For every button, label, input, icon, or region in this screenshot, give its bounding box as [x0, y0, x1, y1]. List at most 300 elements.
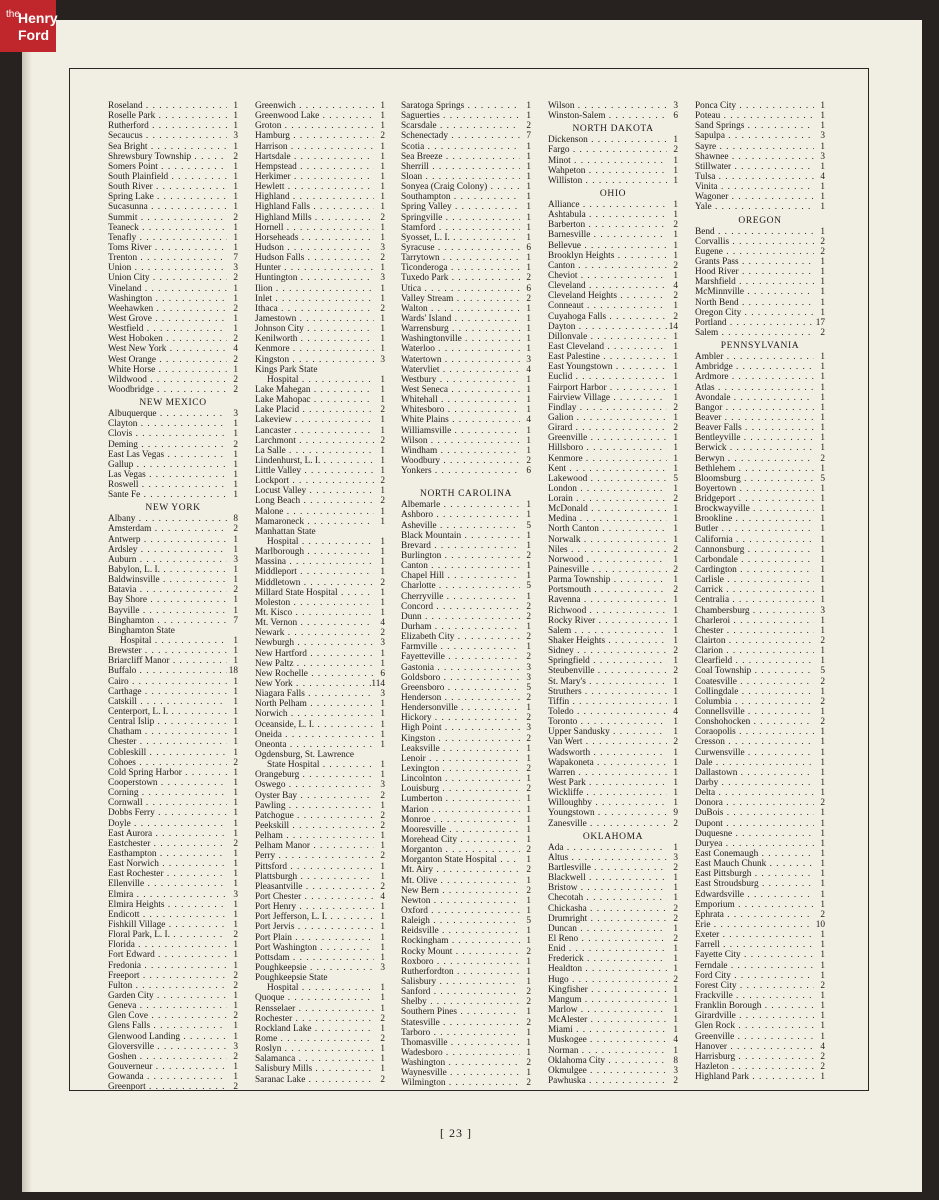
list-item: [108, 450, 238, 460]
list-item: [401, 825, 531, 835]
list-item: [255, 466, 385, 476]
dealer-count: 1: [820, 625, 825, 636]
dealer-count: 1: [380, 395, 385, 406]
city-name: Niagara Falls . . .: [255, 689, 374, 699]
dealer-count: 1: [380, 384, 385, 395]
city-name: Ardsley . . .: [108, 545, 227, 555]
list-item: [255, 557, 385, 567]
list-item: [548, 565, 678, 575]
city-name: Farrell . . .: [695, 940, 814, 950]
list-item: [548, 748, 678, 758]
city-name: Waterloo . . .: [401, 344, 520, 354]
city-name: Salisbury Mills . . .: [255, 1064, 374, 1074]
list-item: [108, 1062, 238, 1072]
dealer-count: 1: [526, 344, 531, 355]
list-item: [401, 436, 531, 446]
city-name: Lake Mahegan . . .: [255, 385, 374, 395]
dealer-count: 1: [673, 453, 678, 464]
city-name: Cleveland Heights . . .: [548, 291, 667, 301]
city-name: Mt. Olive . . .: [401, 876, 520, 886]
city-name: Perry . . .: [255, 851, 374, 861]
city-name: Findlay . . .: [548, 403, 667, 413]
city-name: Rocky Mount . . .: [401, 947, 520, 957]
city-name: East Rochester . . .: [108, 869, 227, 879]
city-name: Wagoner . . .: [695, 192, 814, 202]
list-item: [401, 500, 531, 510]
dealer-count: 2: [233, 1082, 238, 1093]
list-item: [695, 950, 825, 960]
list-item: [255, 963, 385, 973]
city-name: Avondale . . .: [695, 393, 814, 403]
dealer-count: 1: [673, 767, 678, 778]
dealer-count: 1: [526, 1068, 531, 1079]
dealer-count: 1: [380, 232, 385, 243]
list-item: [548, 863, 678, 873]
list-item: [401, 284, 531, 294]
city-name: Salem . . .: [548, 626, 667, 636]
list-item: [401, 182, 531, 192]
city-name: Lincolnton . . .: [401, 774, 520, 784]
dealer-count: 2: [380, 131, 385, 142]
list-item: [255, 395, 385, 405]
dealer-count: 2: [233, 970, 238, 981]
city-name: Roselle Park . . .: [108, 111, 227, 121]
dealer-count: 2: [526, 121, 531, 132]
city-name: West Hoboken . . .: [108, 334, 227, 344]
list-item: [548, 798, 678, 808]
list-item: [108, 284, 238, 294]
dealer-count: 1: [233, 544, 238, 555]
list-item: [108, 788, 238, 798]
listing-column-5: [695, 101, 825, 1082]
list-item: [695, 1072, 825, 1082]
list-item: [108, 869, 238, 879]
list-item: [695, 595, 825, 605]
city-name: Cooperstown . . .: [108, 778, 227, 788]
list-item: [255, 689, 385, 699]
city-name: Highland Park . . .: [695, 1072, 814, 1082]
dealer-count: 2: [526, 601, 531, 612]
dealer-count: 14: [668, 321, 678, 332]
dealer-count: 2: [380, 851, 385, 862]
list-item: [401, 541, 531, 551]
dealer-count: 1: [380, 1054, 385, 1065]
dealer-count: 1: [233, 429, 238, 440]
list-item: [401, 1068, 531, 1078]
city-name: Medina . . .: [548, 514, 667, 524]
city-name: Ravenna . . .: [548, 595, 667, 605]
city-name: Rockingham . . .: [401, 936, 520, 946]
dealer-count: 1: [380, 608, 385, 619]
city-name: Canton . . .: [401, 561, 520, 571]
city-name: Watertown . . .: [401, 355, 520, 365]
dealer-count: 2: [380, 303, 385, 314]
city-name: Somers Point . . .: [108, 162, 227, 172]
city-name: New Paltz . . .: [255, 659, 374, 669]
dealer-count: 2: [820, 980, 825, 991]
city-name: Syracuse . . .: [401, 243, 520, 253]
dealer-count: 1: [673, 656, 678, 667]
city-name: Lorain . . .: [548, 494, 667, 504]
city-name: Pelham Manor . . .: [255, 841, 374, 851]
logo-the: the: [6, 9, 20, 20]
dealer-count: 1: [820, 686, 825, 697]
city-name: Chickasha . . .: [548, 904, 667, 914]
list-item: [401, 395, 531, 405]
list-item: [255, 841, 385, 851]
city-name: Portsmouth . . .: [548, 585, 667, 595]
city-name: Yonkers . . .: [401, 466, 520, 476]
city-name: Bethlehem . . .: [695, 464, 814, 474]
dealer-count: 1: [820, 161, 825, 172]
list-item: [548, 737, 678, 747]
city-name: Union . . .: [108, 263, 227, 273]
city-name: Lenoir . . .: [401, 754, 520, 764]
dealer-count: 1: [820, 534, 825, 545]
list-item: [401, 385, 531, 395]
list-item: [695, 454, 825, 464]
city-name: Babylon, L. I. . . .: [108, 565, 227, 575]
dealer-count: 1: [526, 334, 531, 345]
list-item: [548, 362, 678, 372]
city-name: Ticonderoga . . .: [401, 263, 520, 273]
list-item: [401, 304, 531, 314]
list-item: [108, 808, 238, 818]
list-item: [401, 365, 531, 375]
city-name: Batavia . . .: [108, 585, 227, 595]
dealer-count: 2: [673, 666, 678, 677]
city-name: Saguerties . . .: [401, 111, 520, 121]
city-name: Marlborough . . .: [255, 547, 374, 557]
dealer-count: 1: [820, 565, 825, 576]
list-item: [255, 872, 385, 882]
city-name: Sidney . . .: [548, 646, 667, 656]
dealer-count: 1: [233, 242, 238, 253]
city-name: Weehawken . . .: [108, 304, 227, 314]
dealer-count: 2: [526, 784, 531, 795]
list-item: [548, 893, 678, 903]
list-item: [548, 636, 678, 646]
list-item: [255, 902, 385, 912]
dealer-count: 1: [380, 1023, 385, 1034]
city-name: Binghamton . . .: [108, 616, 227, 626]
list-item: [401, 723, 531, 733]
list-item: [695, 727, 825, 737]
dealer-count: 1: [526, 571, 531, 582]
dealer-count: 1: [820, 267, 825, 278]
list-item: [548, 230, 678, 240]
city-name: Norman . . .: [548, 1046, 667, 1056]
list-item: [548, 666, 678, 676]
city-name: Fargo . . .: [548, 145, 667, 155]
city-name: Sapulpa . . .: [695, 131, 814, 141]
city-name: Rocky River . . .: [548, 616, 667, 626]
city-name: Newton . . .: [401, 896, 520, 906]
city-name: Las Vegas . . .: [108, 470, 227, 480]
list-item: [401, 426, 531, 436]
city-name: Fayette City . . .: [695, 950, 814, 960]
list-item: [401, 886, 531, 896]
dealer-count: 1: [526, 540, 531, 551]
city-name: Tenafly . . .: [108, 233, 227, 243]
list-item: [695, 101, 825, 111]
city-name: Warren . . .: [548, 768, 667, 778]
list-item: [695, 920, 825, 930]
dealer-count: 1: [820, 1072, 825, 1083]
dealer-count: 1: [820, 412, 825, 423]
list-item: [108, 344, 238, 354]
dealer-count: 1: [820, 554, 825, 565]
dealer-count: 1: [526, 561, 531, 572]
dealer-count: 1: [820, 483, 825, 494]
dealer-count: 1: [233, 869, 238, 880]
list-item: [108, 1082, 238, 1092]
dealer-count: 17: [815, 317, 825, 328]
dealer-count: 1: [526, 212, 531, 223]
dealer-count: 2: [233, 838, 238, 849]
dealer-count: 1: [673, 362, 678, 373]
city-name: Bartlesville . . .: [548, 863, 667, 873]
city-name: Vineland . . .: [108, 284, 227, 294]
city-name: New York . . .: [255, 679, 374, 689]
dealer-count: 1: [380, 313, 385, 324]
dealer-count: 1: [820, 514, 825, 525]
list-item: [548, 1056, 678, 1066]
city-name: Black Mountain . . .: [401, 531, 520, 541]
list-item: [695, 829, 825, 839]
city-name: Doyle . . .: [108, 819, 227, 829]
list-item: [401, 713, 531, 723]
list-item: [255, 172, 385, 182]
dealer-count: 2: [233, 303, 238, 314]
list-item: [255, 192, 385, 202]
list-item: [108, 1001, 238, 1011]
dealer-count: 3: [233, 1041, 238, 1052]
list-item: [548, 474, 678, 484]
list-item: [695, 1042, 825, 1052]
list-item: [695, 1001, 825, 1011]
city-name: Goshen . . .: [108, 1052, 227, 1062]
city-name: Statesville . . .: [401, 1018, 520, 1028]
dealer-count: 2: [673, 145, 678, 156]
list-item: [108, 131, 238, 141]
dealer-count: 1: [526, 313, 531, 324]
dealer-count: 1: [380, 1044, 385, 1055]
dealer-count: 1: [380, 121, 385, 132]
state-heading: OREGON: [738, 215, 782, 226]
city-name: Cresson . . .: [695, 737, 814, 747]
list-item: [108, 940, 238, 950]
list-item: [255, 476, 385, 486]
dealer-count: 1: [526, 774, 531, 785]
list-item: [695, 423, 825, 433]
city-name: Carbondale . . .: [695, 555, 814, 565]
dealer-count: 1: [820, 463, 825, 474]
city-name: Tiffin . . .: [548, 697, 667, 707]
city-name: Washington . . .: [108, 294, 227, 304]
list-item: [255, 486, 385, 496]
city-name: Cuyahoga Falls . . .: [548, 312, 667, 322]
list-item: [255, 993, 385, 1003]
city-name: Massina . . .: [255, 557, 374, 567]
dealer-count: 114: [371, 679, 385, 690]
dealer-count: 3: [233, 554, 238, 565]
city-name: Greenwood Lake . . .: [255, 111, 374, 121]
list-item: [548, 687, 678, 697]
dealer-count: 1: [526, 253, 531, 264]
list-item: [695, 287, 825, 297]
dealer-count: 1: [526, 111, 531, 122]
list-item: [401, 936, 531, 946]
city-name: Valley Stream . . .: [401, 294, 520, 304]
list-item: [401, 1058, 531, 1068]
list-item: [255, 446, 385, 456]
city-name: Cleveland . . .: [548, 281, 667, 291]
city-name: Greenport . . .: [108, 1082, 227, 1092]
dealer-count: 2: [820, 246, 825, 257]
city-name: Oceanside, L. I. . . .: [255, 720, 374, 730]
dealer-count: 1: [233, 283, 238, 294]
city-name: Kingston . . .: [401, 734, 520, 744]
list-item: [401, 977, 531, 987]
dealer-count: 3: [820, 131, 825, 142]
dealer-count: 3: [673, 852, 678, 863]
dealer-count: 4: [820, 1041, 825, 1052]
dealer-count: 1: [380, 658, 385, 669]
list-item: [401, 415, 531, 425]
list-item: [108, 334, 238, 344]
dealer-count: 2: [673, 311, 678, 322]
dealer-count: 4: [526, 364, 531, 375]
city-name: Ambler . . .: [695, 352, 814, 362]
dealer-count: 2: [820, 636, 825, 647]
list-item: [695, 859, 825, 869]
city-name: Brevard . . .: [401, 541, 520, 551]
dealer-count: 2: [526, 1017, 531, 1028]
list-item: [548, 819, 678, 829]
dealer-count: 1: [820, 778, 825, 788]
list-item: [548, 251, 678, 261]
city-name: Hudson Falls . . .: [255, 253, 374, 263]
list-item: [401, 142, 531, 152]
list-item: [695, 819, 825, 829]
list-item: [548, 291, 678, 301]
dealer-count: 2: [673, 1075, 678, 1086]
city-name: Norwich . . .: [255, 709, 374, 719]
city-name: Sante Fe . . .: [108, 490, 227, 500]
dealer-count: 1: [526, 500, 531, 511]
city-name: Sherrill . . .: [401, 162, 520, 172]
dealer-count: 3: [673, 1065, 678, 1076]
dealer-count: 1: [673, 595, 678, 606]
dealer-count: 1: [380, 425, 385, 436]
list-item: [108, 243, 238, 253]
list-item: [548, 677, 678, 687]
list-item: [255, 121, 385, 131]
list-item: [695, 575, 825, 585]
city-name: Rockland Lake . . .: [255, 1024, 374, 1034]
dealer-count: 1: [673, 250, 678, 261]
list-item: [548, 156, 678, 166]
city-name: Dupont . . .: [695, 819, 814, 829]
dealer-count: 1: [673, 524, 678, 535]
dealer-count: 1: [673, 696, 678, 707]
city-name: Deming . . .: [108, 440, 227, 450]
dealer-count: 1: [673, 842, 678, 853]
city-name: Bay Shore . . .: [108, 595, 227, 605]
dealer-count: 1: [526, 182, 531, 193]
city-name: Lakeview . . .: [255, 415, 374, 425]
list-item: [108, 616, 238, 626]
dealer-count: 4: [233, 344, 238, 355]
city-name: Gowanda . . .: [108, 1072, 227, 1082]
dealer-count: 3: [233, 131, 238, 142]
dealer-count: 1: [233, 534, 238, 545]
city-name: Buffalo . . .: [108, 666, 227, 676]
dealer-count: 2: [233, 585, 238, 596]
dealer-count: 1: [526, 824, 531, 835]
city-name: Albemarle . . .: [401, 500, 520, 510]
city-name: Central Islip . . .: [108, 717, 227, 727]
list-item: [401, 334, 531, 344]
city-name: West Orange . . .: [108, 355, 227, 365]
city-name: Glen Rock . . .: [695, 1021, 814, 1031]
dealer-count: 3: [380, 780, 385, 791]
dealer-count: 1: [526, 1007, 531, 1018]
list-item: [108, 717, 238, 727]
dealer-count: 1: [380, 902, 385, 913]
dealer-count: 2: [820, 909, 825, 920]
list-item: [108, 385, 238, 395]
city-name: Duquesne . . .: [695, 829, 814, 839]
city-name: West Grove . . .: [108, 314, 227, 324]
dealer-count: 2: [673, 818, 678, 829]
list-item: [255, 912, 385, 922]
list-item: [108, 697, 238, 707]
dealer-count: 2: [673, 544, 678, 555]
city-name: East Mauch Chunk . . .: [695, 859, 814, 869]
city-name: Cheviot . . .: [548, 271, 667, 281]
dealer-count: 1: [380, 922, 385, 933]
dealer-count: 1: [233, 909, 238, 920]
list-item: [695, 981, 825, 991]
city-name: Elizabeth City . . .: [401, 632, 520, 642]
city-name: Lake Placid . . .: [255, 405, 374, 415]
dealer-count: 1: [233, 324, 238, 335]
list-item: [255, 1004, 385, 1014]
city-name: Donora . . .: [695, 798, 814, 808]
list-item: [401, 531, 531, 541]
list-item: [255, 202, 385, 212]
dealer-count: 3: [380, 242, 385, 253]
list-item: [108, 460, 238, 470]
city-name: Brockwayville . . .: [695, 504, 814, 514]
city-name: Girard . . .: [548, 423, 667, 433]
dealer-count: 1: [673, 994, 678, 1005]
list-item: [401, 344, 531, 354]
dealer-count: 2: [526, 455, 531, 466]
city-name: Leaksville . . .: [401, 744, 520, 754]
city-name: East Norwich . . .: [108, 859, 227, 869]
city-name: Huntington . . .: [255, 273, 374, 283]
list-item: [108, 961, 238, 971]
list-item: [255, 659, 385, 669]
dealer-count: 3: [820, 151, 825, 162]
city-name: New Hartford . . .: [255, 649, 374, 659]
list-item: [695, 227, 825, 237]
list-item: [695, 545, 825, 555]
city-name: Chester . . .: [695, 626, 814, 636]
